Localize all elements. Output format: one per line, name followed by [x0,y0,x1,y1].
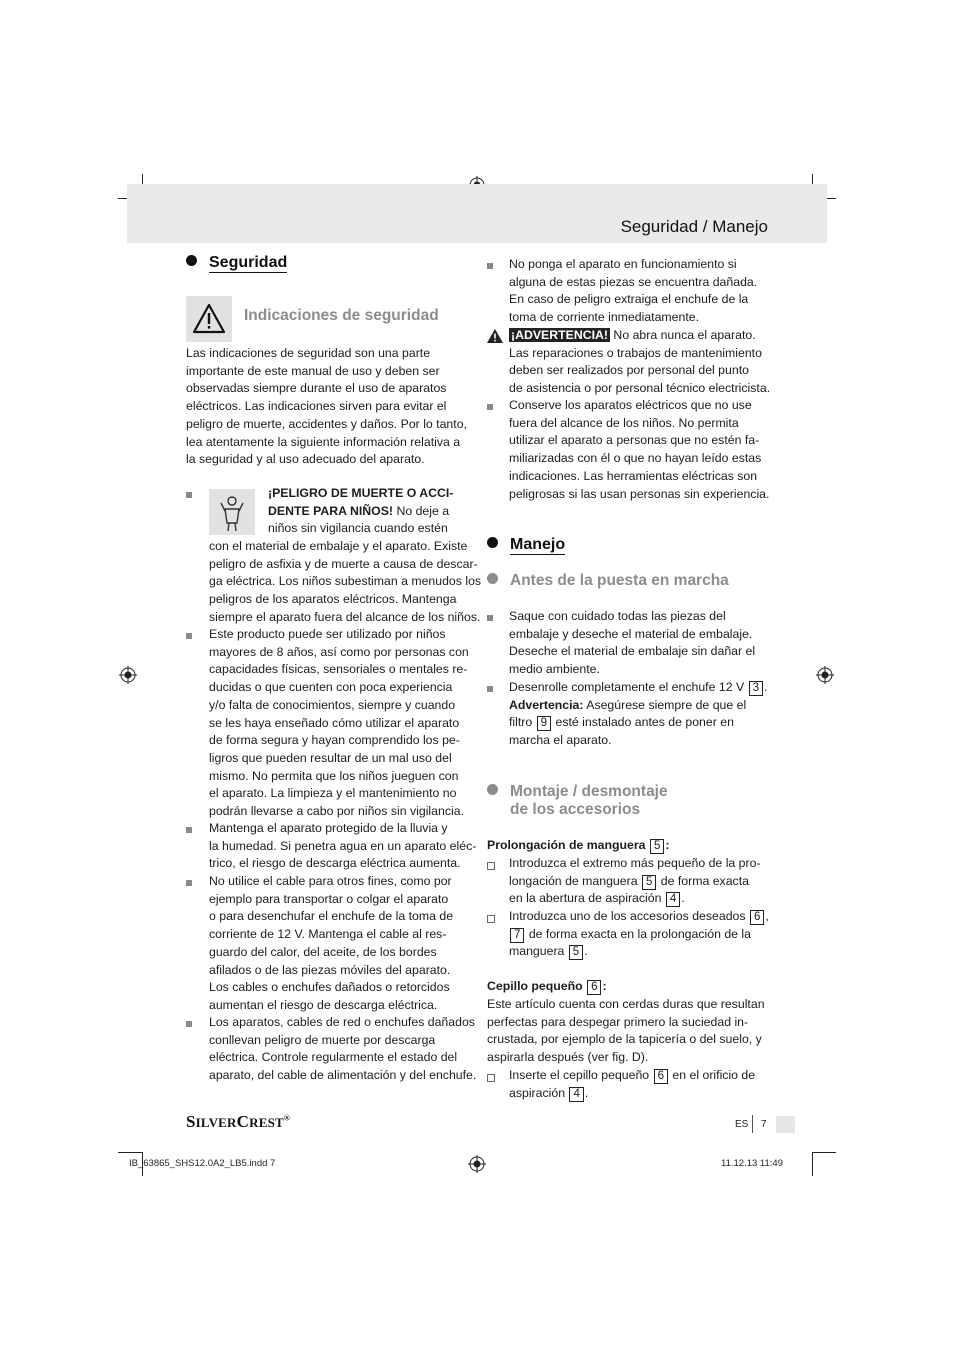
intro-paragraph: Las indicaciones de seguridad son una parte importante de este manual de uso y deben ser observadas siempre durante el uso de aparatos eléctricos. Las indicaciones sirven para evitar el peligro de muerte, accidentes y daños. Por lo tanto, lea atentamente la siguiente información relativa a la seguridad y al uso adecuado del aparato. [186,346,467,467]
list-item-advertencia: ¡ADVERTENCIA! No abra nunca el aparato. Las reparaciones o trabajos de mantenimiento deben ser realizados por personal del punto de asistencia o por personal técnico electricista. [509,328,771,396]
bullet-square-icon [186,492,192,498]
bullet-square-icon [487,404,493,410]
step-box-icon [487,1074,495,1082]
bullet-dot-icon [487,573,498,584]
list-item: Introduzca el extremo más pequeño de la pro- longación de manguera 5 de forma exacta en la abertura de aspiración 4 . [509,856,761,906]
registration-mark-icon [816,666,834,684]
subheading-montaje: Montaje / desmontaje [487,783,668,801]
label-prolongacion: Prolongación de manguera 5 : [487,838,670,852]
list-item: Introduzca uno de los accesorios deseados 6 , 7 de forma exacta en la prolongación de la manguera 5 . [509,909,769,959]
list-item: Desenrolle completamente el enchufe 12 V 3 . Advertencia: Asegúrese siempre de que el filtro 9 esté instalado antes de poner en marcha el aparato. [509,680,768,748]
file-name: IB_63865_SHS12.0A2_LB5.indd 7 [129,1158,276,1169]
section-heading-seguridad: Seguridad [186,254,287,272]
subheading-montaje-line2: de los accesorios [510,801,641,818]
subheading-indicaciones: Indicaciones de seguridad [244,307,439,324]
step-box-icon [487,915,495,923]
list-item: No ponga el aparato en funcionamiento si alguna de estas piezas se encuentra dañada. En caso de peligro extraiga el enchufe de la toma de corriente inmediatamente. [509,257,758,325]
bullet-dot-icon [487,537,498,548]
list-item: Inserte el cepillo pequeño 6 en el orificio de aspiración 4 . [509,1068,756,1100]
bullet-dot-icon [186,255,197,266]
cepillo-paragraph: Este artículo cuenta con cerdas duras que resultan perfectas para despegar primero la suciedad in- crustada, por ejemplo de la tapicería o del suelo, y aspirarla después (ver fig. D). [487,997,765,1065]
list-item: Conserve los aparatos eléctricos que no use fuera del alcance de los niños. No permita utilizar el aparato a personas que no estén fa- miliarizadas con él o que no hayan leído estas indicaciones. Las herramientas eléctricas son peligrosas si las usan personas sin experiencia. [509,398,770,501]
page-title: Seguridad / Manejo [620,217,768,236]
label-cepillo: Cepillo pequeño 6 : [487,979,607,993]
subheading-antes: Antes de la puesta en marcha [487,572,729,590]
bullet-square-icon [487,615,493,621]
step-box-icon [487,862,495,870]
bullet-square-icon [186,827,192,833]
list-item: ¡PELIGRO DE MUERTE O ACCI- DENTE PARA NIÑOS! No deje a niños sin vigilancia cuando estén [268,486,454,536]
crop-mark [118,1152,142,1153]
warning-box [186,296,232,342]
warning-triangle-icon [186,296,232,342]
print-date: 11.12.13 11:49 [721,1158,783,1169]
section-heading-manejo: Manejo [487,536,565,554]
page-number: 7 [761,1119,767,1130]
list-item: Los aparatos, cables de red o enchufes dañados conllevan peligro de muerte por descarga eléctrica. Controle regularmente el estado del aparato, del cable de alimentación y del enchufe. [209,1015,477,1083]
bullet-square-icon [186,880,192,886]
list-item: No utilice el cable para otros fines, como por ejemplo para transportar o colgar el aparato o para desenchufar el enchufe de la toma de corriente de 12 V. Mantenga el cable al res- guardo del calor, del aceite, de los bordes afilados o de las piezas móviles del aparato. Los cables o enchufes dañados o retorcidos aumentan el riesgo de descarga eléctrica. [209,874,454,1012]
bullet-square-icon [186,633,192,639]
child-warning-icon [209,489,255,535]
bullet-square-icon [186,1021,192,1027]
list-item: Mantenga el aparato protegido de la lluvia y la humedad. Si penetra agua en un aparato eléc- trico, el riesgo de descarga eléctrica aumenta. [209,821,477,871]
list-item: con el material de embalaje y el aparato. Existe peligro de asfixia y de muerte a causa de descar- ga eléctrica. Los niños subestiman a menudos los peligros de los aparatos eléctricos. Mantenga siempre el aparato fuera del alcance de los niños. [209,539,482,624]
divider [752,1115,753,1133]
crop-mark [812,1152,836,1153]
registration-mark-icon [119,666,137,684]
list-item: Saque con cuidado todas las piezas del embalaje y deseche el material de embalaje. Deseche el material de embalaje sin dañar el medio ambiente. [509,609,756,677]
crop-mark [812,1152,813,1176]
silvercrest-logo: SILVERCREST® [186,1112,291,1131]
page-tab [776,1116,795,1133]
bullet-square-icon [487,263,493,269]
registration-mark-icon [468,1155,486,1173]
warning-triangle-icon [486,328,504,344]
list-item: Este producto puede ser utilizado por niños mayores de 8 años, así como por personas con capacidades físicas, sensoriales o mentales re- ducidas o que cuenten con poca experiencia y/o falta de conocimientos, siempre y cuando se les haya enseñado cómo utilizar el aparato de forma segura y hayan comprendido los pe- ligros que pueden resultar de un mal uso del mismo. No permita que los niños jueguen con el aparato. La limpieza y el mantenimiento no podrán llevarse a cabo por niños sin vigilancia. [209,627,469,819]
bullet-dot-icon [487,784,498,795]
bullet-square-icon [487,686,493,692]
language-code: ES [735,1119,749,1130]
